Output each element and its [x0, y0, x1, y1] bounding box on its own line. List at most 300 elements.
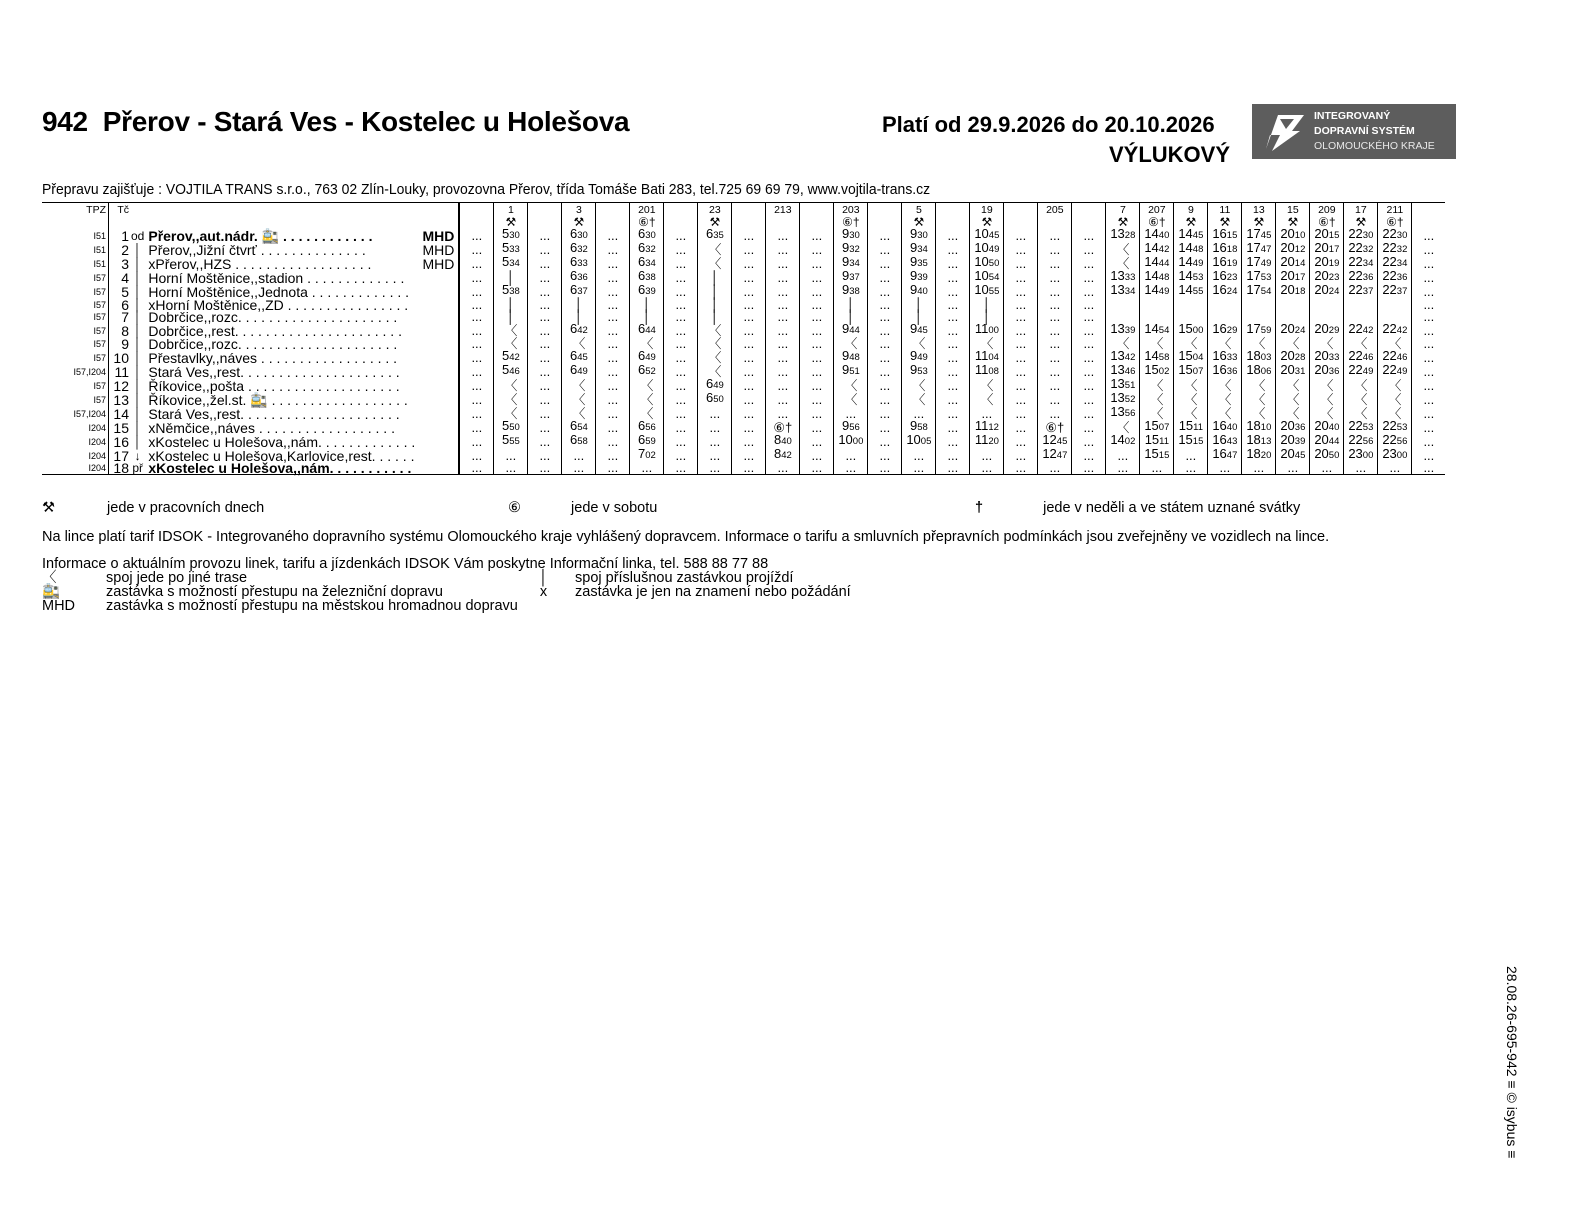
departure-time: ... — [596, 364, 630, 378]
departure-time: ... — [800, 434, 834, 448]
departure-time: 2012 — [1276, 242, 1310, 256]
table-row — [42, 350, 1445, 364]
departure-time: │ — [970, 311, 1004, 324]
trip-symbol: ⑥† — [1378, 216, 1412, 229]
departure-time: ... — [1276, 462, 1310, 475]
trip-symbol: ⚒ — [1106, 216, 1140, 229]
departure-time: 2246 — [1378, 350, 1412, 364]
departure-time: ... — [596, 298, 630, 311]
trip-number: 9 — [1174, 203, 1208, 216]
departure-time: 1507 — [1140, 420, 1174, 434]
departure-time: ... — [596, 462, 630, 475]
departure-time: ... — [459, 378, 494, 392]
direction-marker: │ — [133, 243, 142, 257]
stop-name-text: Přerov,,aut.nádr. 🚉 . . . . . . . . . . . . — [148, 228, 373, 244]
note-text: zastávka s možností přestupu na železniční dopravu — [106, 584, 443, 600]
departure-time: │ — [698, 311, 732, 324]
note-row — [42, 599, 851, 613]
trip-number: 13 — [1242, 203, 1276, 216]
departure-time: ... — [1412, 311, 1446, 324]
departure-time: 1643 — [1208, 434, 1242, 448]
trip-symbol — [528, 216, 562, 229]
departure-time: 2018 — [1276, 284, 1310, 298]
departure-time: 632 — [562, 242, 596, 256]
departure-time: ... — [800, 462, 834, 475]
departure-time: ... — [868, 242, 902, 256]
departure-time: 1342 — [1106, 350, 1140, 364]
departure-time: ... — [766, 284, 800, 298]
departure-time: ... — [596, 228, 630, 242]
departure-time: ... — [1072, 406, 1106, 420]
departure-time: 2234 — [1344, 256, 1378, 270]
trip-number — [1004, 203, 1038, 216]
departure-time: 1507 — [1174, 364, 1208, 378]
departure-time: 1054 — [970, 270, 1004, 284]
departure-time: 1445 — [1174, 228, 1208, 242]
departure-time: 〈 — [494, 378, 528, 392]
trip-symbol: ⚒ — [1174, 216, 1208, 229]
table-row — [42, 270, 1445, 284]
departure-time: ... — [732, 256, 766, 270]
stop-name-text: Horní Moštěnice,,stadion . . . . . . . . . . . . . — [148, 270, 405, 286]
departure-time: ... — [936, 270, 970, 284]
stop-number: 17 — [109, 448, 132, 462]
departure-time: ... — [936, 284, 970, 298]
departure-time: ... — [936, 228, 970, 242]
departure-time — [1310, 298, 1344, 311]
departure-time: ... — [1412, 364, 1446, 378]
departure-time: 〈 — [834, 392, 868, 406]
departure-time: ... — [1072, 420, 1106, 434]
departure-time: ... — [868, 270, 902, 284]
departure-time: 〈 — [1174, 378, 1208, 392]
departure-time: 〈 — [1242, 392, 1276, 406]
departure-time: ... — [936, 256, 970, 270]
departure-time: 1334 — [1106, 284, 1140, 298]
trip-number — [868, 203, 902, 216]
trip-symbol: ⚒ — [970, 216, 1004, 229]
departure-time: ... — [664, 420, 698, 434]
departure-time: 944 — [834, 323, 868, 337]
departure-time: ... — [936, 298, 970, 311]
tpz-header: TPZ — [42, 203, 109, 216]
departure-time: ... — [1004, 434, 1038, 448]
departure-time: 652 — [630, 364, 664, 378]
departure-time: 2249 — [1378, 364, 1412, 378]
cross-icon: † — [975, 500, 984, 516]
departure-time: ... — [936, 448, 970, 462]
stop-name — [144, 337, 459, 350]
departure-time: 2019 — [1310, 256, 1344, 270]
table-row — [42, 284, 1445, 298]
stop-number: 14 — [109, 406, 132, 420]
departure-time: ... — [664, 392, 698, 406]
trip-number: 19 — [970, 203, 1004, 216]
departure-time: ... — [528, 242, 562, 256]
departure-time: ... — [1038, 378, 1072, 392]
tpz-zone: I57 — [93, 312, 106, 322]
departure-time: 1333 — [1106, 270, 1140, 284]
mhd-badge: MHD — [422, 256, 455, 272]
departure-time: ... — [936, 378, 970, 392]
departure-time: 1647 — [1208, 448, 1242, 462]
departure-time: 2236 — [1344, 270, 1378, 284]
trip-number: 205 — [1038, 203, 1072, 216]
departure-time: 〈 — [1378, 406, 1412, 420]
departure-time: 〈 — [494, 392, 528, 406]
departure-time: ... — [868, 462, 902, 475]
departure-time: ... — [902, 462, 936, 475]
departure-time: ... — [732, 311, 766, 324]
departure-time: 〈 — [1276, 337, 1310, 350]
departure-time: ... — [528, 462, 562, 475]
departure-time: 〈 — [630, 406, 664, 420]
direction-marker: ↓ — [134, 448, 141, 463]
departure-time: ... — [766, 311, 800, 324]
departure-time: 937 — [834, 270, 868, 284]
trip-symbol: ⚒ — [1208, 216, 1242, 229]
departure-time: │ — [494, 270, 528, 284]
departure-time: ... — [732, 448, 766, 462]
direction-marker: │ — [133, 271, 142, 285]
departure-time: 2234 — [1378, 256, 1412, 270]
departure-time: ... — [766, 228, 800, 242]
table-row — [42, 406, 1445, 420]
departure-time: 654 — [562, 420, 596, 434]
departure-time: 1504 — [1174, 350, 1208, 364]
departure-time: 958 — [902, 420, 936, 434]
departure-time: ... — [834, 406, 868, 420]
departure-time: 〈 — [698, 323, 732, 337]
departure-time: ... — [1038, 392, 1072, 406]
departure-time: 1045 — [970, 228, 1004, 242]
departure-time: 2024 — [1310, 284, 1344, 298]
departure-time: 938 — [834, 284, 868, 298]
stop-name-text: Říkovice,,žel.st. 🚉 . . . . . . . . . . . . . . . . . . — [148, 391, 408, 408]
hammer-icon: ⚒ — [42, 500, 55, 516]
departure-time: ... — [800, 256, 834, 270]
trip-number: 207 — [1140, 203, 1174, 216]
tpz-zone: I51 — [93, 259, 106, 269]
tpz-zone: I57,I204 — [73, 408, 106, 419]
departure-time: ... — [1004, 462, 1038, 475]
departure-time: 534 — [494, 256, 528, 270]
departure-time: ... — [1072, 311, 1106, 324]
departure-time: ... — [732, 242, 766, 256]
trip-symbol: ⑥† — [630, 216, 664, 229]
stop-cell — [144, 216, 459, 229]
departure-time: 〈 — [1140, 406, 1174, 420]
departure-time: 2039 — [1276, 434, 1310, 448]
departure-time: 1247 — [1038, 448, 1072, 462]
departure-time: 546 — [494, 364, 528, 378]
trip-number: 5 — [902, 203, 936, 216]
departure-time: 1352 — [1106, 392, 1140, 406]
departure-time: │ — [494, 298, 528, 311]
departure-time: 1624 — [1208, 284, 1242, 298]
departure-time: 1500 — [1174, 323, 1208, 337]
direction-marker: │ — [133, 297, 142, 312]
note-symbol: │ — [538, 570, 549, 586]
departure-time: ... — [459, 392, 494, 406]
departure-time: ... — [528, 378, 562, 392]
departure-time: ... — [1140, 462, 1174, 475]
departure-time: ... — [596, 270, 630, 284]
stop-name-text: Přerov,,Jižní čtvrť . . . . . . . . . . . . . . — [148, 242, 366, 258]
departure-time: 633 — [562, 256, 596, 270]
departure-time: ... — [1072, 392, 1106, 406]
departure-time: ... — [936, 242, 970, 256]
departure-time: 630 — [630, 228, 664, 242]
departure-time: 530 — [494, 228, 528, 242]
departure-time: ... — [528, 228, 562, 242]
tpz-zone: I57 — [93, 299, 106, 310]
departure-time: 2017 — [1276, 270, 1310, 284]
trip-symbol — [596, 216, 630, 229]
departure-time: 1346 — [1106, 364, 1140, 378]
stop-name — [144, 406, 459, 420]
special-label: VÝLUKOVÝ — [1108, 142, 1230, 167]
departure-time: ... — [664, 406, 698, 420]
departure-time: ... — [1378, 462, 1412, 475]
departure-time: 〈 — [1140, 378, 1174, 392]
departure-time: 2253 — [1378, 420, 1412, 434]
departure-time: 2017 — [1310, 242, 1344, 256]
departure-time: 1440 — [1140, 228, 1174, 242]
departure-time: 659 — [630, 434, 664, 448]
saturday-icon: ⑥ — [508, 500, 521, 516]
departure-time: ... — [664, 378, 698, 392]
departure-time: 1515 — [1140, 448, 1174, 462]
stop-name-text: xNěmčice,,náves . . . . . . . . . . . . . . . . . . — [148, 419, 395, 436]
departure-time: 1745 — [1242, 228, 1276, 242]
departure-time: 2253 — [1344, 420, 1378, 434]
trip-number: 203 — [834, 203, 868, 216]
departure-time: ... — [868, 284, 902, 298]
table-row — [42, 337, 1445, 350]
document-code: 28.08.26-695-942 ≡ © isybus ≡ — [1504, 966, 1520, 1159]
info-line: Informace o aktuálním provozu linek, tarifu a jízdenkách IDSOK Vám poskytne Informační linka, tel. 588 88 77 88 — [42, 556, 769, 572]
departure-time: ... — [936, 364, 970, 378]
departure-time: 〈 — [1140, 337, 1174, 350]
departure-time: ... — [459, 284, 494, 298]
departure-time: ... — [562, 448, 596, 462]
departure-time: 632 — [630, 242, 664, 256]
departure-time: 649 — [698, 378, 732, 392]
departure-time: ... — [1072, 298, 1106, 311]
direction-marker: př — [132, 461, 144, 475]
departure-time: ... — [868, 420, 902, 434]
departure-time: ... — [868, 228, 902, 242]
departure-time: 2230 — [1344, 228, 1378, 242]
departure-time: ... — [664, 311, 698, 324]
stop-number: 18 — [109, 462, 132, 475]
trip-symbol: ⚒ — [698, 216, 732, 229]
departure-time: ... — [800, 350, 834, 364]
departure-time: 2230 — [1378, 228, 1412, 242]
departure-time: 1442 — [1140, 242, 1174, 256]
departure-time: ... — [459, 462, 494, 475]
departure-time: 〈 — [970, 378, 1004, 392]
departure-time: ... — [1412, 298, 1446, 311]
departure-time: 2036 — [1310, 364, 1344, 378]
direction-marker: │ — [133, 285, 142, 299]
departure-time: ... — [459, 311, 494, 324]
trip-number — [936, 203, 970, 216]
departure-time: ... — [936, 337, 970, 350]
stop-number: 7 — [109, 311, 132, 324]
departure-time: 533 — [494, 242, 528, 256]
departure-time: ... — [528, 337, 562, 350]
departure-time: ... — [1038, 364, 1072, 378]
departure-time: 〈 — [630, 378, 664, 392]
departure-time: ... — [766, 364, 800, 378]
departure-time: ... — [868, 364, 902, 378]
departure-time: ... — [732, 364, 766, 378]
departure-time: ... — [766, 350, 800, 364]
departure-time: ... — [528, 420, 562, 434]
departure-time: 2029 — [1310, 323, 1344, 337]
stop-name-text: xKostelec u Holešova,,nám. . . . . . . . . . . — [148, 460, 412, 476]
departure-time: ... — [528, 298, 562, 311]
departure-time: 〈 — [494, 406, 528, 420]
departure-time: ... — [698, 420, 732, 434]
departure-time: 〈 — [1242, 378, 1276, 392]
departure-time: 〈 — [1344, 406, 1378, 420]
departure-time: ... — [596, 350, 630, 364]
departure-time: ... — [800, 228, 834, 242]
departure-time: 953 — [902, 364, 936, 378]
departure-time: ... — [698, 462, 732, 475]
trip-number: 201 — [630, 203, 664, 216]
departure-time: ... — [459, 228, 494, 242]
departure-time: ... — [1310, 462, 1344, 475]
departure-time: ... — [664, 323, 698, 337]
tpz-zone: I57 — [93, 394, 106, 405]
trip-symbol: ⚒ — [1242, 216, 1276, 229]
departure-time: ... — [868, 392, 902, 406]
page-title: 942 Přerov - Stará Ves - Kostelec u Holešova — [42, 106, 630, 137]
departure-time — [1242, 298, 1276, 311]
departure-time: 656 — [630, 420, 664, 434]
departure-time: 1633 — [1208, 350, 1242, 364]
departure-time: ... — [732, 462, 766, 475]
table-row — [42, 392, 1445, 406]
departure-time: ... — [664, 350, 698, 364]
departure-time: 702 — [630, 448, 664, 462]
departure-time: 1636 — [1208, 364, 1242, 378]
departure-time — [1208, 298, 1242, 311]
departure-time: 1759 — [1242, 323, 1276, 337]
departure-time: ... — [800, 378, 834, 392]
departure-time: 1448 — [1140, 270, 1174, 284]
departure-time: ... — [1344, 462, 1378, 475]
departure-time: ... — [698, 406, 732, 420]
departure-time: 2232 — [1344, 242, 1378, 256]
departure-time: ... — [596, 448, 630, 462]
departure-time: ... — [459, 434, 494, 448]
table-row — [42, 311, 1445, 324]
departure-time: │ — [834, 298, 868, 311]
legend-workdays: ⚒ jede v pracovních dnech — [42, 500, 265, 516]
departure-time: ... — [1038, 270, 1072, 284]
departure-time: ... — [1004, 392, 1038, 406]
departure-time: ... — [970, 462, 1004, 475]
departure-time: 〈 — [698, 364, 732, 378]
departure-time: ... — [1038, 242, 1072, 256]
departure-time: ... — [800, 311, 834, 324]
departure-time: 2045 — [1276, 448, 1310, 462]
arrow-cell — [131, 216, 144, 229]
departure-time: 940 — [902, 284, 936, 298]
departure-time: ... — [936, 311, 970, 324]
departure-time: ... — [800, 406, 834, 420]
stop-number: 4 — [109, 270, 132, 284]
departure-time: ... — [459, 337, 494, 350]
departure-time: 1005 — [902, 434, 936, 448]
departure-time: ... — [1412, 350, 1446, 364]
departure-time: ... — [1412, 284, 1446, 298]
tpz-zone: I57 — [93, 380, 106, 391]
departure-time: ... — [596, 323, 630, 337]
departure-time: ... — [732, 406, 766, 420]
trip-number — [596, 203, 630, 216]
departure-time: 1049 — [970, 242, 1004, 256]
departure-time: 1820 — [1242, 448, 1276, 462]
stop-name — [144, 350, 459, 364]
departure-time: ... — [494, 462, 528, 475]
departure-time: ... — [664, 284, 698, 298]
departure-time: ... — [936, 392, 970, 406]
departure-time: 538 — [494, 284, 528, 298]
direction-marker: │ — [133, 350, 142, 365]
departure-time: ... — [698, 434, 732, 448]
departure-time: 〈 — [1242, 337, 1276, 350]
stop-name-text: Dobrčice,,rozc. . . . . . . . . . . . . . . . . . . . . — [148, 309, 398, 325]
departure-time: ... — [766, 323, 800, 337]
direction-marker: │ — [133, 336, 142, 351]
trip-symbol: ⑥† — [1310, 216, 1344, 229]
departure-time: 〈 — [834, 378, 868, 392]
trip-symbol — [766, 216, 800, 229]
departure-time: ... — [1174, 448, 1208, 462]
departure-time: ... — [1412, 392, 1446, 406]
departure-time: 〈 — [1106, 242, 1140, 256]
departure-time: ... — [1412, 462, 1446, 475]
departure-time: ... — [528, 256, 562, 270]
departure-time: 935 — [902, 256, 936, 270]
departure-time: ... — [902, 406, 936, 420]
stop-name-text: xPřerov,,HZS . . . . . . . . . . . . . . . . . . — [148, 256, 372, 272]
departure-time: ... — [1004, 284, 1038, 298]
departure-time: 1618 — [1208, 242, 1242, 256]
departure-time: 630 — [562, 228, 596, 242]
trip-symbol: ⚒ — [562, 216, 596, 229]
trip-symbol: ⚒ — [902, 216, 936, 229]
departure-time: 2256 — [1344, 434, 1378, 448]
departure-time: 1454 — [1140, 323, 1174, 337]
trip-number: 11 — [1208, 203, 1242, 216]
departure-time: ... — [732, 270, 766, 284]
stop-name-text: Stará Ves,,rest. . . . . . . . . . . . . . . . . . . . . — [148, 405, 400, 422]
stop-name — [144, 228, 459, 242]
logo-text: INTEGROVANÝ DOPRAVNÍ SYSTÉM OLOMOUCKÉHO KRAJE — [1314, 110, 1435, 152]
departure-time: ... — [868, 378, 902, 392]
stop-name-text: Přestavlky,,náves . . . . . . . . . . . . . . . . . . — [148, 349, 398, 366]
departure-time: ... — [1038, 298, 1072, 311]
note-symbol: x — [539, 584, 548, 600]
departure-time: ... — [1038, 462, 1072, 475]
